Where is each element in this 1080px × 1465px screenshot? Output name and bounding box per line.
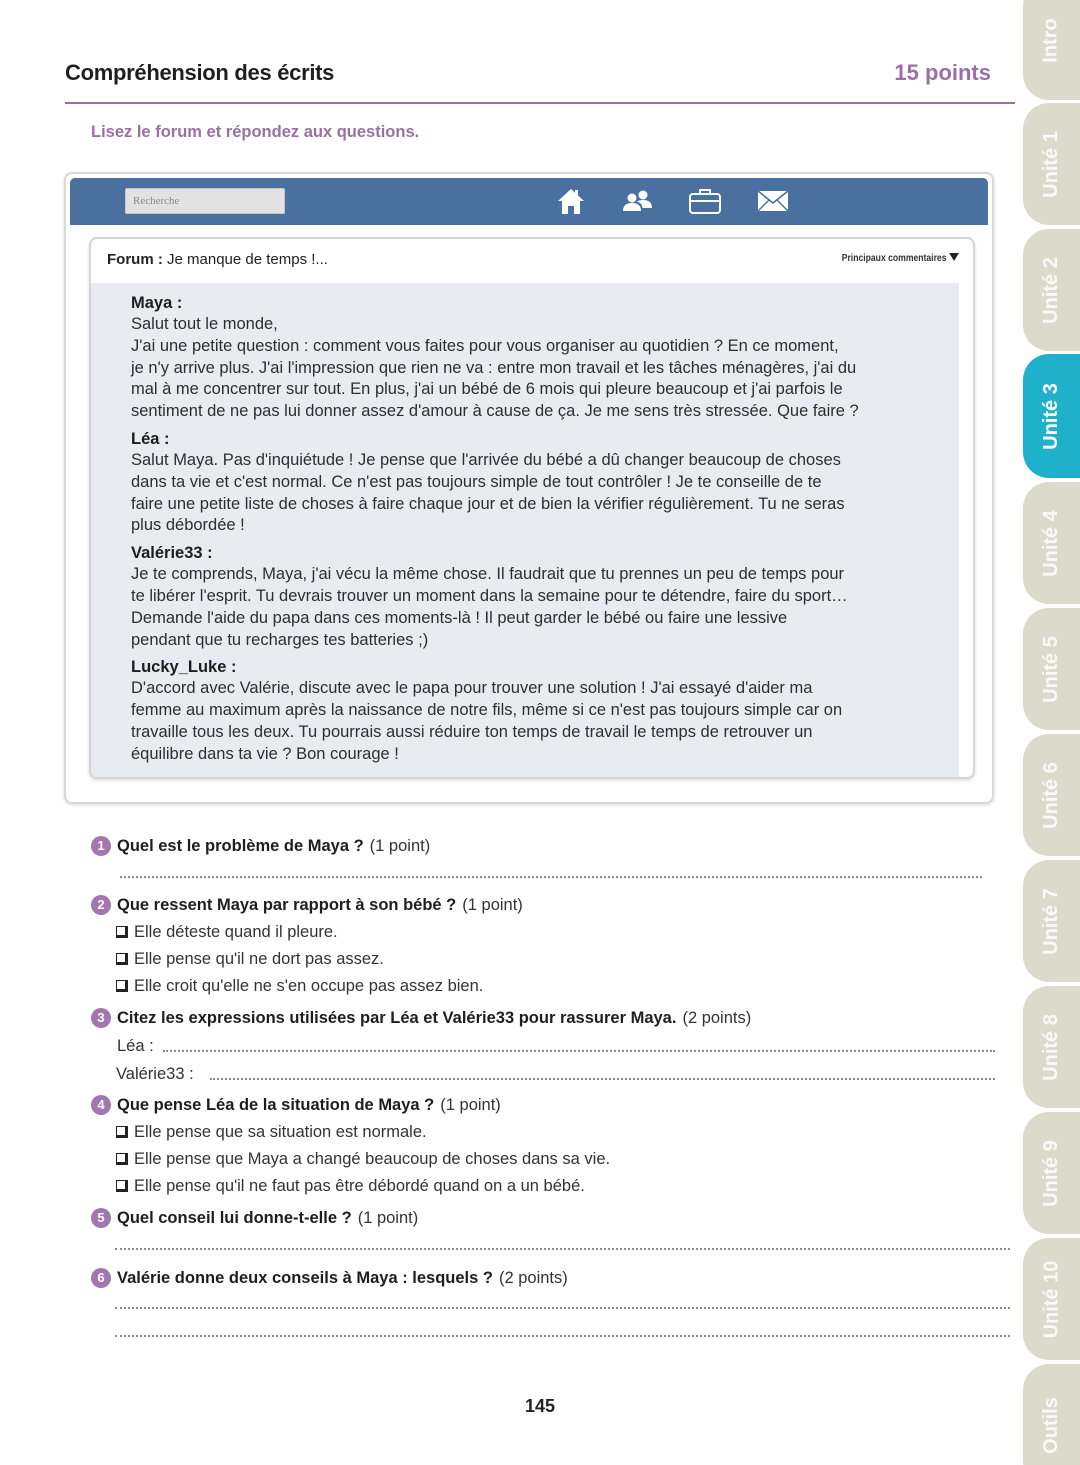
- option-q2-a[interactable]: [116, 921, 338, 943]
- option-q2-b[interactable]: [116, 948, 384, 970]
- option-label: Elle croit qu'elle ne s'en occupe pas assez bien.: [134, 977, 484, 995]
- checkbox[interactable]: [116, 953, 128, 965]
- tab-unite-5[interactable]: [1023, 608, 1080, 730]
- unit-tabs: [1023, 0, 1080, 1465]
- option-q4-c[interactable]: [116, 1175, 585, 1197]
- tab-label: Unité 5: [1040, 635, 1062, 703]
- question-2: [91, 894, 523, 916]
- question-number-badge: 6: [91, 1268, 111, 1288]
- tab-label: Outils: [1039, 1396, 1062, 1454]
- post-line: Salut tout le monde,: [131, 315, 278, 333]
- tab-label: Unité 8: [1040, 1013, 1062, 1081]
- checkbox[interactable]: [116, 1180, 128, 1192]
- caret-down-icon: [949, 253, 959, 261]
- option-label: Elle pense qu'il ne dort pas assez.: [134, 950, 384, 968]
- post-line: J'ai une petite question : comment vous faites pour vous organiser au quotidien ? En ce moment,: [131, 336, 839, 355]
- option-q4-a[interactable]: [116, 1121, 427, 1143]
- tab-unite-8[interactable]: [1023, 986, 1080, 1108]
- question-5: [91, 1207, 418, 1229]
- post-line: dans ta vie et c'est normal. Ce n'est pas toujours simple de tout contrôler ! Je te conseille de te: [131, 472, 822, 491]
- tab-unite-9[interactable]: [1023, 1112, 1080, 1234]
- page-number: 145: [524, 1396, 556, 1416]
- post-maya: [131, 292, 959, 423]
- post-body: [131, 564, 956, 651]
- tab-outils[interactable]: [1023, 1364, 1080, 1465]
- tab-label: Unité 2: [1040, 256, 1062, 324]
- section-header: [65, 58, 1015, 104]
- tab-label: Unité 9: [1040, 1139, 1062, 1207]
- post-line: plus débordée !: [131, 516, 245, 535]
- total-points: 15 points: [894, 60, 991, 85]
- post-line: Demande l'aide du papa dans ces moments-là ! Il peut garder le bébé ou faire une lessive: [131, 608, 788, 627]
- tab-label: Unité 3: [1040, 382, 1062, 450]
- question-4: [91, 1094, 501, 1116]
- question-number-badge: 4: [91, 1095, 111, 1115]
- post-author: Maya :: [131, 294, 183, 312]
- question-points: (1 point): [462, 896, 523, 914]
- option-q2-c[interactable]: [116, 975, 483, 997]
- tab-label: Unité 4: [1040, 509, 1062, 577]
- option-label: Elle pense que sa situation est normale.: [134, 1123, 427, 1141]
- question-points: (1 point): [440, 1096, 501, 1114]
- post-line: je n'y arrive plus. J'ai l'impression que rien ne va : entre mon travail et les tâches ménagères, j'ai du: [131, 358, 857, 377]
- checkbox[interactable]: [116, 1126, 128, 1138]
- question-3: [91, 1007, 751, 1029]
- post-line: pendant que tu recharges tes batteries ;): [131, 630, 429, 649]
- question-number-badge: 3: [91, 1008, 111, 1028]
- post-line: te libérer l'esprit. Tu devrais trouver un moment dans la semaine pour te détendre, faire du sport…: [131, 586, 848, 605]
- question-points: (1 point): [357, 1209, 419, 1227]
- question-text: Quel conseil lui donne-t-elle ?: [117, 1209, 352, 1227]
- tab-unite-1[interactable]: [1023, 103, 1080, 225]
- tab-intro[interactable]: [1023, 0, 1080, 100]
- forum-window: [64, 172, 994, 804]
- post-body: [131, 314, 956, 423]
- question-text: Quel est le problème de Maya ?: [117, 837, 364, 855]
- mail-icon[interactable]: [756, 187, 790, 215]
- question-text: Que ressent Maya par rapport à son bébé ?: [117, 896, 457, 914]
- tab-unite-6[interactable]: [1023, 734, 1080, 856]
- post-lucky-luke: [131, 656, 959, 765]
- checkbox[interactable]: [116, 1153, 128, 1165]
- tab-unite-7[interactable]: [1023, 860, 1080, 982]
- question-1: [91, 835, 430, 857]
- post-body: [131, 678, 956, 765]
- question-text: Que pense Léa de la situation de Maya ?: [117, 1096, 435, 1114]
- answer-line-q6-1[interactable]: [115, 1307, 1010, 1309]
- post-line: Salut Maya. Pas d'inquiétude ! Je pense que l'arrivée du bébé a dû changer beaucoup de choses: [131, 450, 841, 469]
- option-label: Elle déteste quand il pleure.: [134, 923, 338, 941]
- question-number-badge: 1: [91, 836, 111, 856]
- option-label: Elle pense que Maya a changé beaucoup de choses dans sa vie.: [134, 1150, 611, 1168]
- question-points: (2 points): [682, 1009, 752, 1027]
- post-line: D'accord avec Valérie, discute avec le papa pour trouver une solution ! J'ai essayé d'aider ma: [131, 679, 813, 698]
- briefcase-icon[interactable]: [688, 187, 722, 215]
- thread-title-text: Je manque de temps !...: [167, 251, 328, 268]
- question-number-badge: 2: [91, 895, 111, 915]
- post-line: équilibre dans ta vie ? Bon courage !: [131, 744, 399, 763]
- option-label: Elle pense qu'il ne faut pas être débordé quand on a un bébé.: [134, 1177, 585, 1195]
- tab-label: Unité 7: [1040, 887, 1062, 955]
- tab-unite-10[interactable]: [1023, 1238, 1080, 1360]
- post-author: Lucky_Luke :: [131, 658, 237, 677]
- thread-label: Forum :: [107, 251, 163, 268]
- post-author: Léa :: [131, 429, 170, 448]
- tab-label: Unité 6: [1040, 761, 1062, 829]
- post-valerie33: [131, 542, 959, 651]
- instruction: Lisez le forum et répondez aux questions.: [91, 123, 420, 141]
- page-title: Compréhension des écrits: [65, 60, 335, 85]
- sort-label-text: Principaux commentaires: [841, 252, 947, 264]
- tab-unite-4[interactable]: [1023, 482, 1080, 604]
- answer-line-q1[interactable]: [120, 876, 982, 878]
- users-icon[interactable]: [621, 187, 655, 215]
- thread-title: [107, 251, 328, 268]
- post-list: [91, 283, 959, 779]
- question-6: [91, 1267, 568, 1289]
- thread-panel: [89, 237, 975, 779]
- checkbox[interactable]: [116, 980, 128, 992]
- tab-label: Unité 10: [1040, 1260, 1062, 1338]
- post-author: Valérie33 :: [131, 544, 213, 563]
- sort-dropdown[interactable]: [842, 252, 959, 264]
- answer-label-valerie33: Valérie33 :: [116, 1065, 194, 1083]
- post-line: travaille tous les deux. Tu pourrais aussi réduire ton temps de travail le temps de retrouver un: [131, 722, 813, 741]
- post-body: [131, 450, 956, 537]
- tab-label: Intro: [1040, 17, 1062, 63]
- post-line: femme au maximum après la naissance de notre fils, même si ce n'est pas toujours simple car on: [131, 701, 843, 720]
- answer-line-q3-valerie33[interactable]: [210, 1078, 995, 1080]
- post-line: faire une petite liste de choses à faire chaque jour et de bien la vérifier régulièrement. Tu ne seras: [131, 494, 845, 513]
- question-text: Valérie donne deux conseils à Maya : lesquels ?: [117, 1269, 493, 1287]
- tab-label: Unité 1: [1040, 130, 1062, 198]
- post-line: Je te comprends, Maya, j'ai vécu la même chose. Il faudrait que tu prennes un peu de temps pour: [131, 565, 845, 584]
- post-line: mal à me concentrer sur tout. En plus, j'ai un bébé de 6 mois qui pleure beaucoup et j'ai parfois le: [131, 380, 843, 399]
- question-points: (1 point): [369, 837, 431, 855]
- search-input[interactable]: Recherche: [125, 188, 285, 214]
- option-q4-b[interactable]: [116, 1148, 610, 1170]
- post-line: sentiment de ne pas lui donner assez d'amour à cause de ça. Je me sens très stressée. Que faire ?: [131, 402, 859, 421]
- post-lea: [131, 428, 959, 537]
- home-icon[interactable]: [554, 187, 588, 215]
- question-text: Citez les expressions utilisées par Léa et Valérie33 pour rassurer Maya.: [117, 1009, 677, 1027]
- forum-nav-bar: [70, 178, 988, 225]
- answer-line-q6-2[interactable]: [115, 1335, 1010, 1337]
- answer-label-lea: Léa :: [117, 1037, 154, 1055]
- answer-line-q5[interactable]: [115, 1248, 1010, 1250]
- tab-unite-2[interactable]: [1023, 229, 1080, 351]
- answer-line-q3-lea[interactable]: [163, 1050, 995, 1052]
- question-points: (2 points): [498, 1269, 568, 1287]
- question-number-badge: 5: [91, 1208, 111, 1228]
- checkbox[interactable]: [116, 926, 128, 938]
- tab-unite-3[interactable]: [1023, 354, 1080, 478]
